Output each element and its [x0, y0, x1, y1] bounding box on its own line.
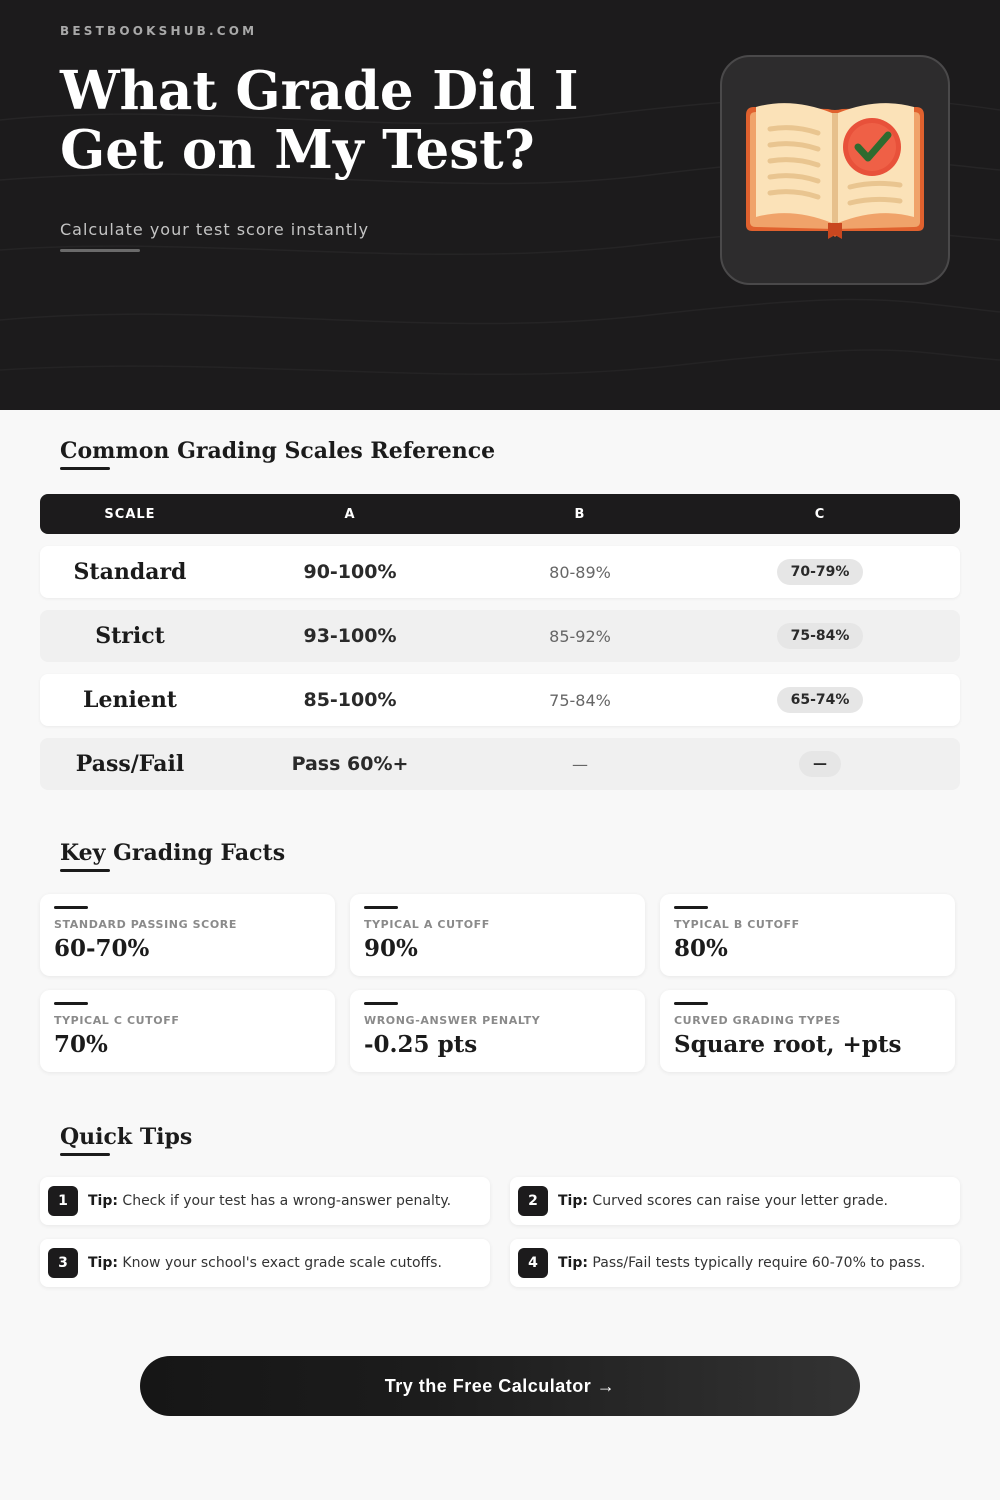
fact-value: -0.25 pts	[364, 1031, 478, 1058]
c-range-pill: 65-74%	[777, 687, 864, 713]
tip-card	[40, 1239, 490, 1287]
fact-accent-bar	[54, 1002, 88, 1005]
tip-card	[510, 1239, 960, 1287]
fact-value: 90%	[364, 935, 418, 962]
free-calculator-button[interactable]: Try the Free Calculator →	[140, 1356, 860, 1416]
tip-card	[510, 1177, 960, 1225]
tips-section-title: Quick Tips	[60, 1124, 193, 1150]
table-row-pass-fail	[40, 738, 960, 790]
tip-body: Know your school's exact grade scale cutoffs.	[122, 1255, 442, 1271]
fact-label: TYPICAL B CUTOFF	[674, 918, 800, 931]
scale-name: Pass/Fail	[75, 751, 185, 777]
fact-card	[350, 990, 645, 1072]
tip-prefix: Tip:	[88, 1255, 118, 1271]
tip-text	[88, 1193, 451, 1209]
fact-card	[40, 990, 335, 1072]
fact-label: STANDARD PASSING SCORE	[54, 918, 237, 931]
tip-prefix: Tip:	[88, 1193, 118, 1209]
b-range: —	[572, 754, 588, 774]
fact-card	[660, 990, 955, 1072]
open-book-checkmark-icon	[722, 57, 948, 283]
fact-value: 80%	[674, 935, 728, 962]
tip-prefix: Tip:	[558, 1255, 588, 1271]
tip-number-badge: 2	[518, 1186, 548, 1216]
scales-section-title: Common Grading Scales Reference	[60, 438, 496, 464]
fact-label: CURVED GRADING TYPES	[674, 1014, 841, 1027]
tip-number-badge: 1	[48, 1186, 78, 1216]
fact-label: TYPICAL A CUTOFF	[364, 918, 490, 931]
b-range: 75-84%	[549, 690, 611, 710]
page-title: What Grade Did I Get on My Test?	[60, 60, 579, 181]
fact-value: Square root, +pts	[674, 1031, 902, 1058]
c-range-pill: —	[799, 751, 841, 777]
hero-banner	[0, 0, 1000, 410]
a-range: 85-100%	[303, 689, 397, 711]
tips-title-underline	[60, 1153, 110, 1156]
scale-name: Standard	[73, 559, 187, 585]
tip-text	[558, 1193, 888, 1209]
tip-text	[558, 1255, 925, 1271]
fact-accent-bar	[674, 1002, 708, 1005]
tip-prefix: Tip:	[558, 1193, 588, 1209]
tip-body: Curved scores can raise your letter grade.	[592, 1193, 889, 1209]
fact-accent-bar	[364, 1002, 398, 1005]
a-range: 93-100%	[303, 625, 397, 647]
tip-number-badge: 3	[48, 1248, 78, 1278]
fact-label: TYPICAL C CUTOFF	[54, 1014, 180, 1027]
a-range: 90-100%	[303, 561, 397, 583]
subtitle-underline	[60, 249, 140, 252]
b-range: 85-92%	[549, 626, 611, 646]
fact-accent-bar	[54, 906, 88, 909]
facts-section-title: Key Grading Facts	[60, 840, 286, 866]
table-row-lenient	[40, 674, 960, 726]
tip-body: Check if your test has a wrong-answer penalty.	[122, 1193, 452, 1209]
header-scale: SCALE	[104, 506, 156, 522]
header-c: C	[814, 506, 826, 522]
fact-accent-bar	[364, 906, 398, 909]
fact-value: 60-70%	[54, 935, 150, 962]
scales-title-underline	[60, 467, 110, 470]
header-a: A	[344, 506, 356, 522]
tip-card	[40, 1177, 490, 1225]
c-range-pill: 75-84%	[777, 623, 864, 649]
fact-card	[660, 894, 955, 976]
scales-table-header	[40, 494, 960, 534]
hero-subtitle: Calculate your test score instantly	[60, 220, 370, 239]
fact-accent-bar	[674, 906, 708, 909]
table-row-standard	[40, 546, 960, 598]
site-name: BESTBOOKSHUB.COM	[60, 24, 258, 38]
tip-number-badge: 4	[518, 1248, 548, 1278]
scale-name: Strict	[95, 623, 165, 649]
header-b: B	[574, 506, 586, 522]
table-row-strict	[40, 610, 960, 662]
tip-body: Pass/Fail tests typically require 60-70% to pass.	[592, 1255, 926, 1271]
tip-text	[88, 1255, 442, 1271]
c-range-pill: 70-79%	[777, 559, 864, 585]
hero-icon-box	[720, 55, 950, 285]
fact-value: 70%	[54, 1031, 108, 1058]
facts-title-underline	[60, 869, 110, 872]
fact-card	[350, 894, 645, 976]
scale-name: Lenient	[83, 687, 177, 713]
a-range: Pass 60%+	[291, 753, 409, 775]
fact-card	[40, 894, 335, 976]
fact-label: WRONG-ANSWER PENALTY	[364, 1014, 541, 1027]
b-range: 80-89%	[549, 562, 611, 582]
